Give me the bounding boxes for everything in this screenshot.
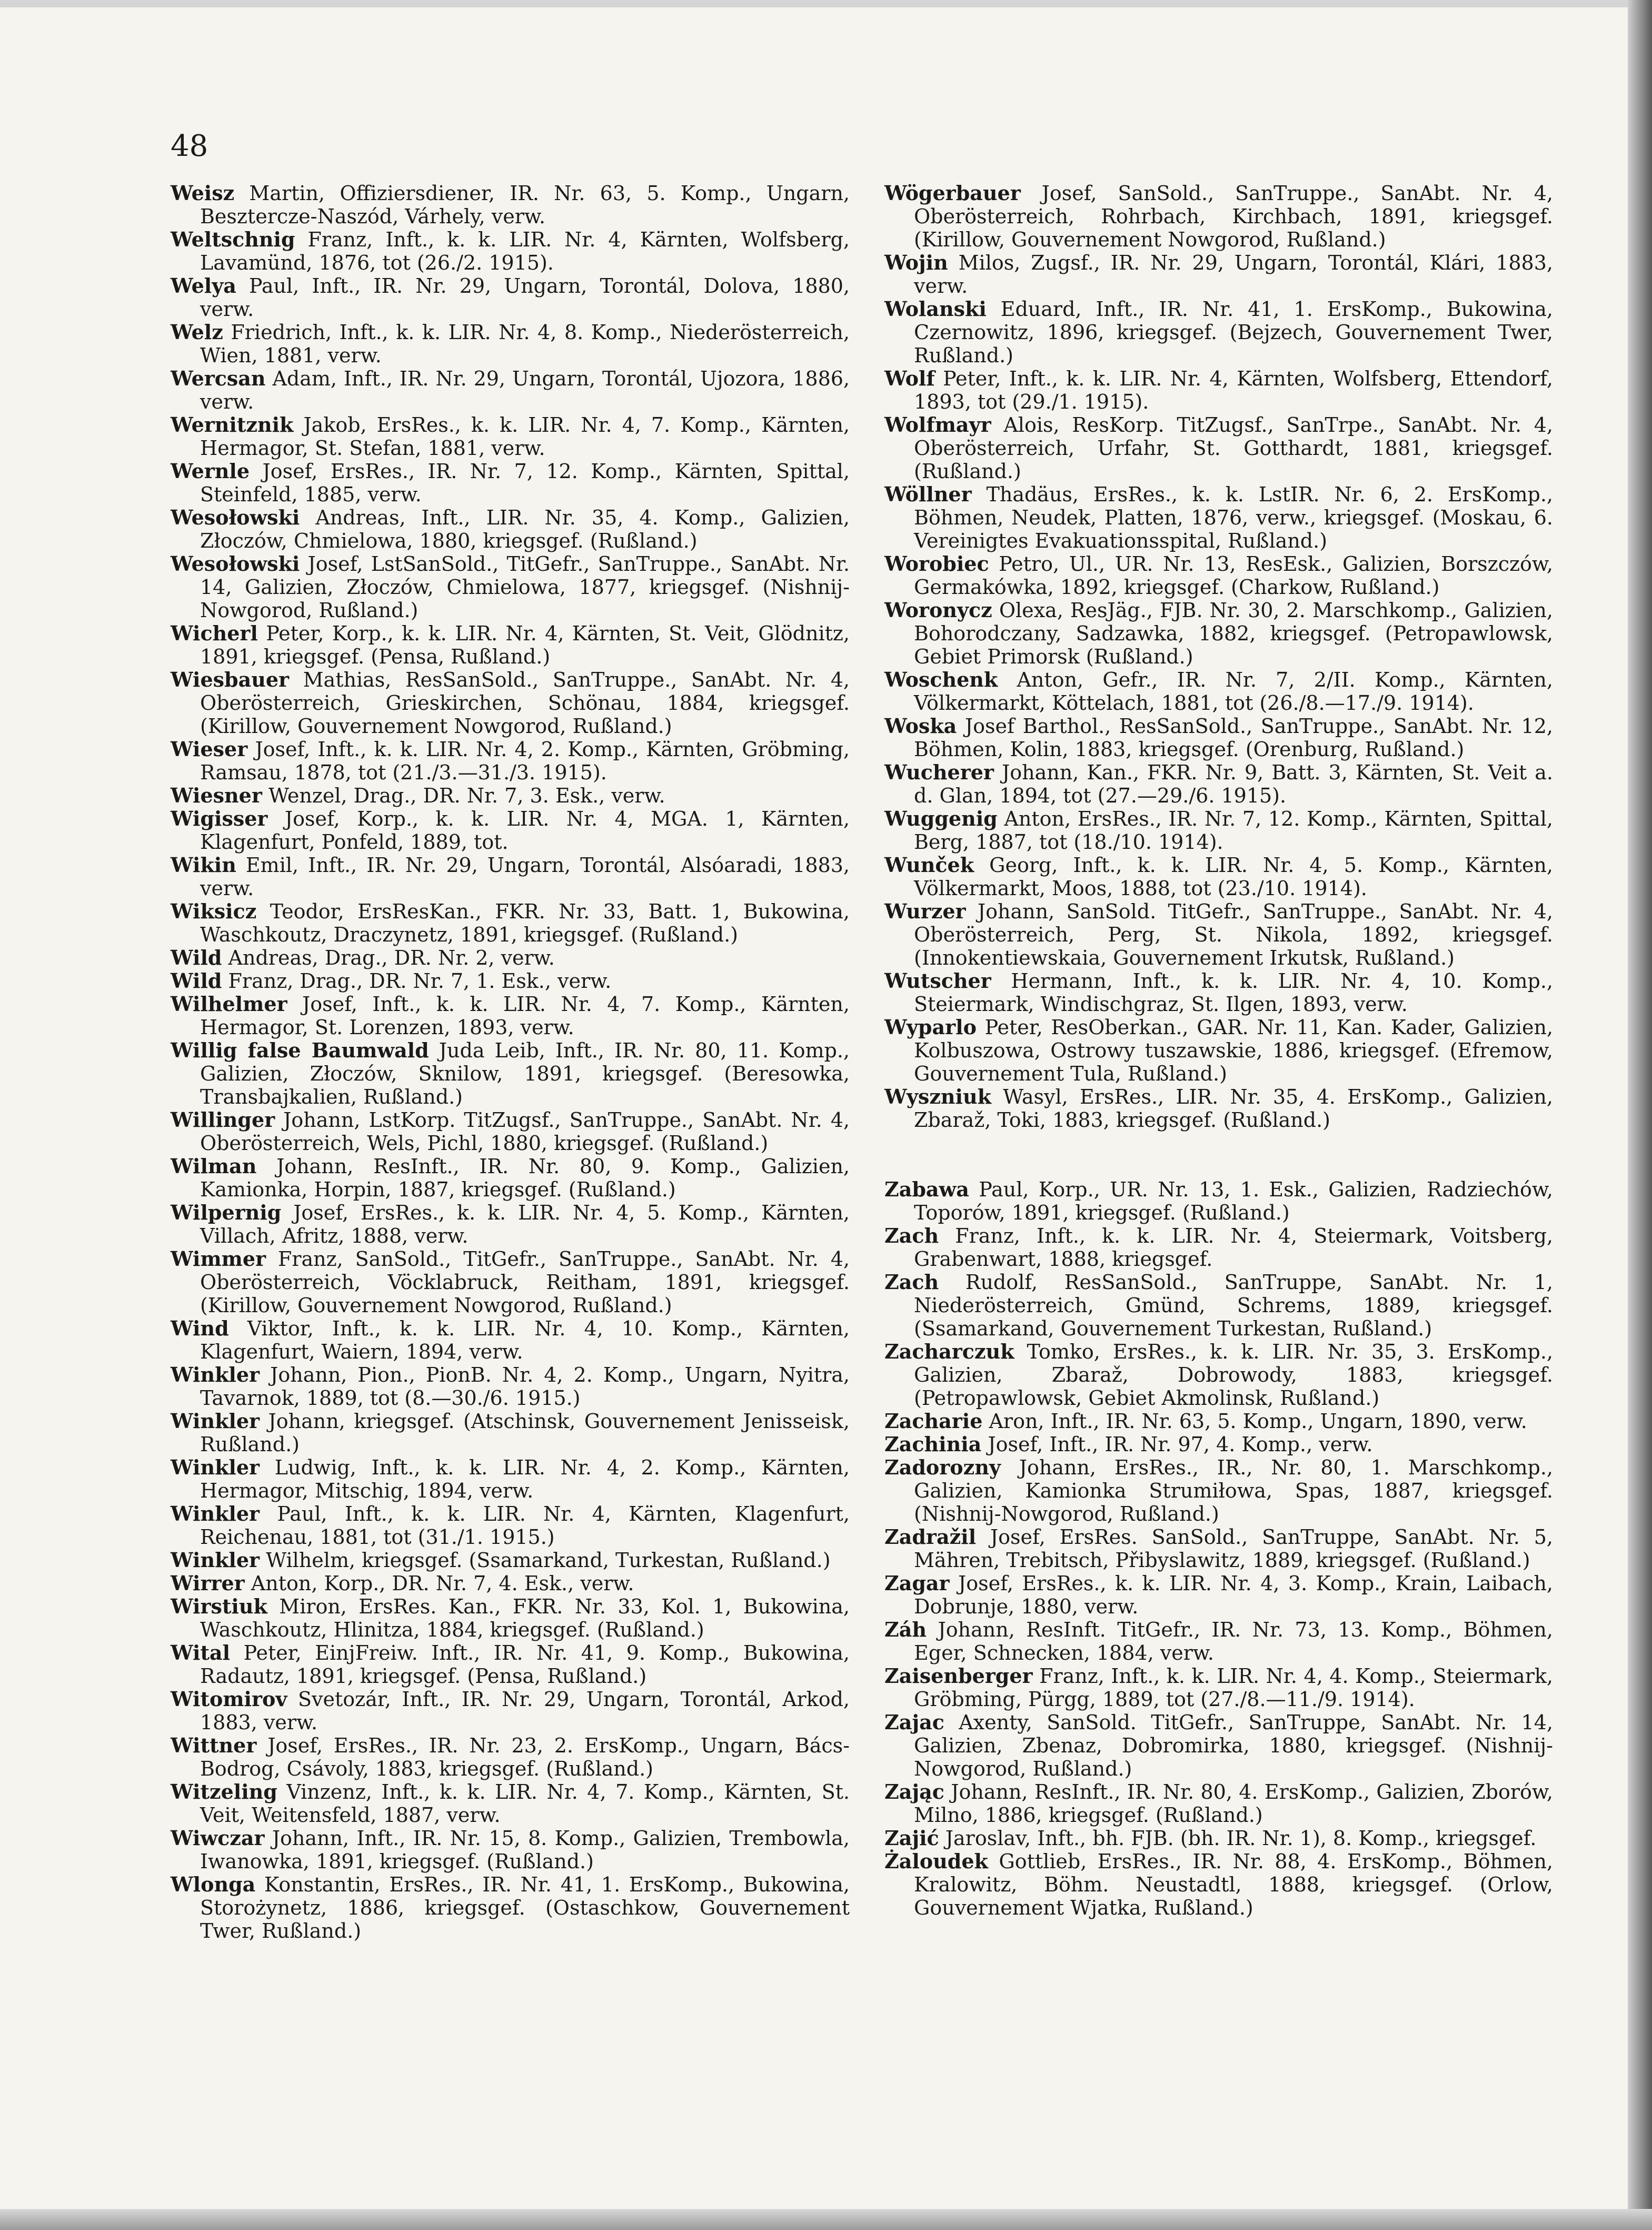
entry-details: Josef, Inft., k. k. LIR. Nr. 4, 2. Komp., Kärnten, Gröbming, Ramsau, 1878, tot (21./3.—31./3. 1915). [200, 738, 850, 784]
entry-surname: Wyszniuk [884, 1085, 991, 1108]
entry-details: Franz, Inft., k. k. LIR. Nr. 4, 4. Komp., Steiermark, Gröbming, Pürgg, 1889, tot (27./8.—11./9. 1914). [914, 1664, 1553, 1711]
entry-details: Vinzenz, Inft., k. k. LIR. Nr. 4, 7. Komp., Kärnten, St. Veit, Weitensfeld, 1887, verw. [200, 1780, 850, 1827]
entry-details: Johann, Kan., FKR. Nr. 9, Batt. 3, Kärnten, St. Veit a. d. Glan, 1894, tot (27.—29./6. 1915). [914, 761, 1553, 807]
section-gap [884, 1132, 1553, 1178]
entry-surname: Wimmer [171, 1247, 266, 1271]
entry-surname: Wolfmayr [884, 413, 991, 437]
register-entry [884, 1410, 1553, 1433]
register-entry [171, 1039, 850, 1108]
entry-details: Eduard, Inft., IR. Nr. 41, 1. ErsKomp., Bukowina, Czernowitz, 1896, kriegsgef. (Bejzech, Gouvernement Twer, Rußland.) [914, 298, 1553, 367]
register-entry [884, 552, 1553, 599]
register-entry [171, 738, 850, 784]
entry-details: Paul, Korp., UR. Nr. 13, 1. Esk., Galizien, Radziechów, Toporów, 1891, kriegsgef. (Rußland.) [914, 1178, 1553, 1224]
register-entry [171, 993, 850, 1039]
entry-surname: Woronycz [884, 598, 992, 622]
entry-surname: Weltschnig [171, 227, 295, 251]
entry-surname: Winkler [171, 1455, 260, 1479]
entry-surname: Zaisenberger [884, 1664, 1033, 1688]
entry-surname: Willig false Baumwald [171, 1038, 429, 1062]
entry-surname: Wigisser [171, 807, 268, 830]
entry-details: Josef, ErsRes., k. k. LIR. Nr. 4, 3. Komp., Krain, Laibach, Dobrunje, 1880, verw. [914, 1572, 1553, 1618]
entry-details: Wilhelm, kriegsgef. (Ssamarkand, Turkestan, Rußland.) [266, 1549, 831, 1572]
entry-details: Anton, Gefr., IR. Nr. 7, 2/II. Komp., Kärnten, Völkermarkt, Köttelach, 1881, tot (26./8.—17./9. 1914). [914, 668, 1553, 715]
entry-details: Olexa, ResJäg., FJB. Nr. 30, 2. Marschkomp., Galizien, Bohorodczany, Sadzawka, 1882, kriegsgef. (Petropawlowsk, Gebiet Primorsk (Rußland.) [914, 599, 1553, 668]
entry-surname: Wucherer [884, 760, 994, 784]
register-entry [171, 854, 850, 900]
entry-surname: Wilhelmer [171, 992, 287, 1016]
entry-details: Johann, ResInft., IR. Nr. 80, 4. ErsKomp., Galizien, Zborów, Milno, 1886, kriegsgef. (Rußland.) [914, 1780, 1553, 1827]
register-entry [884, 251, 1553, 298]
entry-surname: Wurzer [884, 899, 966, 923]
scan-border-top [0, 0, 1652, 7]
register-entry [171, 807, 850, 854]
register-entry [171, 1502, 850, 1549]
entry-details: Juda Leib, Inft., IR. Nr. 80, 11. Komp., Galizien, Złoczów, Sknilow, 1891, kriegsgef. (Beresowka, Transbajkalien, Rußland.) [200, 1039, 850, 1108]
register-entry [171, 1317, 850, 1363]
register-entry [884, 1827, 1553, 1850]
register-entry [171, 1363, 850, 1410]
entry-details: Rudolf, ResSanSold., SanTruppe, SanAbt. Nr. 1, Niederösterreich, Gmünd, Schrems, 1889, kriegsgef. (Ssamarkand, Gouvernement Turkestan, Rußland.) [914, 1271, 1553, 1340]
register-entry [884, 1433, 1553, 1456]
entry-surname: Zadražil [884, 1525, 977, 1549]
entry-surname: Záh [884, 1618, 927, 1641]
entry-surname: Wöllner [884, 482, 972, 506]
register-entry [171, 1595, 850, 1641]
scan-border-bottom [0, 2209, 1652, 2230]
register-entry [171, 668, 850, 738]
register-entry [171, 1155, 850, 1201]
register-entry [171, 1456, 850, 1502]
register-entry [171, 1734, 850, 1780]
register-entry [884, 483, 1553, 552]
entry-details: Josef, Inft., IR. Nr. 97, 4. Komp., verw. [988, 1433, 1373, 1456]
entry-surname: Wögerbauer [884, 181, 1021, 205]
entry-surname: Wutscher [884, 969, 991, 993]
entry-surname: Witzeling [171, 1780, 277, 1803]
entry-surname: Winkler [171, 1548, 260, 1572]
entry-details: Josef Barthol., ResSanSold., SanTruppe., SanAbt. Nr. 12, Böhmen, Kolin, 1883, kriegsgef. (Orenburg, Rußland.) [914, 715, 1553, 761]
entry-surname: Wicherl [171, 621, 258, 645]
entry-surname: Wieser [171, 737, 248, 761]
register-entry [884, 1780, 1553, 1827]
entry-details: Anton, ErsRes., IR. Nr. 7, 12. Komp., Kärnten, Spittal, Berg, 1887, tot (18./10. 1914). [914, 807, 1553, 854]
entry-details: Johann, Inft., IR. Nr. 15, 8. Komp., Galizien, Trembowla, Iwanowka, 1891, kriegsgef. (Rußland.) [200, 1827, 850, 1873]
entry-surname: Wercsan [171, 366, 266, 390]
entry-surname: Zając [884, 1780, 944, 1803]
entry-details: Johann, ErsRes., IR., Nr. 80, 1. Marschkomp., Galizien, Kamionka Strumiłowa, Spas, 1887, kriegsgef. (Nishnij-Nowgorod, Rußland.) [914, 1456, 1553, 1525]
entry-surname: Wesołowski [171, 506, 300, 529]
register-entry [171, 1827, 850, 1873]
register-entry [171, 1688, 850, 1734]
register-entry [171, 413, 850, 460]
register-entry [884, 1178, 1553, 1224]
entry-details: Martin, Offiziersdiener, IR. Nr. 63, 5. Komp., Ungarn, Besztercze-Naszód, Várhely, verw. [200, 182, 850, 228]
entry-surname: Zajić [884, 1826, 939, 1850]
register-entry [884, 599, 1553, 668]
left-column [171, 182, 850, 1942]
entry-details: Tomko, ErsRes., k. k. LIR. Nr. 35, 3. ErsKomp., Galizien, Zbaraž, Dobrowody, 1883, kriegsgef. (Petropawlowsk, Gebiet Akmolinsk, Rußland.) [914, 1340, 1553, 1410]
entry-surname: Worobiec [884, 552, 989, 576]
register-entry [884, 1016, 1553, 1085]
register-entry [171, 367, 850, 413]
entry-details: Axenty, SanSold. TitGefr., SanTruppe, SanAbt. Nr. 14, Galizien, Zbenaz, Dobromirka, 1880, kriegsgef. (Nishnij-Nowgorod, Rußland.) [914, 1711, 1553, 1780]
entry-surname: Woschenk [884, 668, 998, 691]
entry-surname: Zagar [884, 1571, 950, 1595]
register-entry [884, 807, 1553, 854]
entry-details: Hermann, Inft., k. k. LIR. Nr. 4, 10. Komp., Steiermark, Windischgraz, St. Ilgen, 1893, verw. [914, 969, 1553, 1016]
entry-surname: Zabawa [884, 1177, 969, 1201]
entry-details: Konstantin, ErsRes., IR. Nr. 41, 1. ErsKomp., Bukowina, Storożynetz, 1886, kriegsgef. (Ostaschkow, Gouvernement Twer, Rußland.) [200, 1873, 850, 1942]
entry-details: Aron, Inft., IR. Nr. 63, 5. Komp., Ungarn, 1890, verw. [989, 1410, 1527, 1433]
entry-details: Josef, LstSanSold., TitGefr., SanTruppe., SanAbt. Nr. 14, Galizien, Złoczów, Chmielowa, 1877, kriegsgef. (Nishnij-Nowgorod, Rußland.) [200, 552, 850, 622]
register-entry [884, 668, 1553, 715]
entry-details: Milos, Zugsf., IR. Nr. 29, Ungarn, Torontál, Klári, 1883, verw. [914, 251, 1553, 298]
register-entry [171, 1201, 850, 1247]
register-entry [884, 854, 1553, 900]
entry-details: Alois, ResKorp. TitZugsf., SanTrpe., SanAbt. Nr. 4, Oberösterreich, Urfahr, St. Gotthardt, 1881, kriegsgef. (Rußland.) [914, 413, 1553, 483]
entry-details: Friedrich, Inft., k. k. LIR. Nr. 4, 8. Komp., Niederösterreich, Wien, 1881, verw. [200, 321, 850, 367]
register-entry [884, 1224, 1553, 1271]
register-entry [884, 298, 1553, 367]
register-entry [171, 1873, 850, 1942]
register-entry [171, 1247, 850, 1317]
entry-details: Josef, ErsRes., k. k. LIR. Nr. 4, 5. Komp., Kärnten, Villach, Afritz, 1888, verw. [200, 1201, 850, 1247]
entry-surname: Zacharczuk [884, 1340, 1014, 1363]
register-entry [884, 715, 1553, 761]
entry-details: Peter, ResOberkan., GAR. Nr. 11, Kan. Kader, Galizien, Kolbuszowa, Ostrowy tuszawskie, 1886, kriegsgef. (Efremow, Gouvernement Tula, Rußland.) [914, 1016, 1553, 1085]
entry-details: Peter, Korp., k. k. LIR. Nr. 4, Kärnten, St. Veit, Glödnitz, 1891, kriegsgef. (Pensa, Rußland.) [200, 622, 850, 668]
entry-surname: Wilpernig [171, 1201, 282, 1224]
entry-details: Josef, SanSold., SanTruppe., SanAbt. Nr. 4, Oberösterreich, Rohrbach, Kirchbach, 1891, kriegsgef. (Kirillow, Gouvernement Nowgorod, Rußland.) [914, 182, 1553, 251]
entry-details: Josef, ErsRes., IR. Nr. 23, 2. ErsKomp., Ungarn, Bács-Bodrog, Csávoly, 1883, kriegsgef. (Rußland.) [200, 1734, 850, 1780]
entry-surname: Zajac [884, 1710, 944, 1734]
entry-details: Paul, Inft., k. k. LIR. Nr. 4, Kärnten, Klagenfurt, Reichenau, 1881, tot (31./1. 1915.) [200, 1502, 850, 1549]
register-entry [884, 1085, 1553, 1132]
entry-details: Wenzel, Drag., DR. Nr. 7, 3. Esk., verw. [268, 784, 665, 807]
entry-surname: Wiesbauer [171, 668, 290, 691]
entry-details: Johann, LstKorp. TitZugsf., SanTruppe., SanAbt. Nr. 4, Oberösterreich, Wels, Pichl, 1880, kriegsgef. (Rußland.) [200, 1108, 850, 1155]
register-entry [884, 367, 1553, 413]
entry-details: Jakob, ErsRes., k. k. LIR. Nr. 4, 7. Komp., Kärnten, Hermagor, St. Stefan, 1881, verw. [200, 413, 850, 460]
register-entry [884, 1271, 1553, 1340]
register-entry [171, 1549, 850, 1572]
register-entry [171, 228, 850, 274]
register-entry [884, 1664, 1553, 1711]
entry-surname: Wesołowski [171, 552, 300, 576]
entry-surname: Wunček [884, 853, 974, 877]
register-entry [884, 413, 1553, 483]
entry-details: Josef, Inft., k. k. LIR. Nr. 4, 7. Komp., Kärnten, Hermagor, St. Lorenzen, 1893, verw. [200, 993, 850, 1039]
entry-surname: Wild [171, 946, 222, 969]
entry-details: Franz, Inft., k. k. LIR. Nr. 4, Kärnten, Wolfsberg, Lavamünd, 1876, tot (26./2. 1915). [200, 228, 850, 274]
entry-details: Josef, ErsRes., IR. Nr. 7, 12. Komp., Kärnten, Spittal, Steinfeld, 1885, verw. [200, 460, 850, 506]
register-entry [171, 1108, 850, 1155]
entry-surname: Wital [171, 1641, 231, 1664]
entry-surname: Willinger [171, 1108, 275, 1132]
scan-border-right [1628, 0, 1652, 2230]
entry-surname: Wernle [171, 459, 250, 483]
entry-surname: Wuggenig [884, 807, 998, 830]
right-column-w-entries [884, 182, 1553, 1132]
entry-surname: Zach [884, 1224, 939, 1247]
entry-surname: Weisz [171, 181, 235, 205]
register-entry [884, 969, 1553, 1016]
entry-surname: Zacharie [884, 1409, 983, 1433]
entry-surname: Welz [171, 320, 223, 344]
entry-details: Franz, Drag., DR. Nr. 7, 1. Esk., verw. [228, 969, 612, 993]
entry-details: Viktor, Inft., k. k. LIR. Nr. 4, 10. Komp., Kärnten, Klagenfurt, Waiern, 1894, verw. [200, 1317, 850, 1363]
register-entry [884, 900, 1553, 969]
register-entry [884, 1340, 1553, 1410]
entry-details: Johann, ResInft., IR. Nr. 80, 9. Komp., Galizien, Kamionka, Horpin, 1887, kriegsgef. (Rußland.) [200, 1155, 850, 1201]
entry-details: Johann, kriegsgef. (Atschinsk, Gouvernement Jenisseisk, Rußland.) [200, 1410, 850, 1456]
entry-surname: Zach [884, 1270, 939, 1294]
entry-details: Franz, SanSold., TitGefr., SanTruppe., SanAbt. Nr. 4, Oberösterreich, Vöcklabruck, Reitham, 1891, kriegsgef. (Kirillow, Gouvernement Nowgorod, Rußland.) [200, 1247, 850, 1317]
entry-surname: Wirrer [171, 1571, 245, 1595]
entry-details: Paul, Inft., IR. Nr. 29, Ungarn, Torontál, Dolova, 1880, verw. [200, 274, 850, 321]
register-entry [884, 1525, 1553, 1572]
entry-surname: Wernitznik [171, 413, 294, 437]
right-column [884, 182, 1553, 1919]
entry-surname: Wirstiuk [171, 1594, 267, 1618]
entry-surname: Winkler [171, 1409, 260, 1433]
entry-details: Thadäus, ErsRes., k. k. LstIR. Nr. 6, 2. ErsKomp., Böhmen, Neudek, Platten, 1876, verw., kriegsgef. (Moskau, 6. Vereinigtes Evakuationsspital, Rußland.) [914, 483, 1553, 552]
entry-details: Josef, ErsRes. SanSold., SanTruppe, SanAbt. Nr. 5, Mähren, Trebitsch, Přibyslawitz, 1889, kriegsgef. (Rußland.) [914, 1525, 1553, 1572]
entry-details: Emil, Inft., IR. Nr. 29, Ungarn, Torontál, Alsóaradi, 1883, verw. [200, 854, 850, 900]
register-entry [171, 622, 850, 668]
entry-surname: Żaloudek [884, 1849, 988, 1873]
entry-surname: Wittner [171, 1733, 257, 1757]
entry-details: Johann, ResInft. TitGefr., IR. Nr. 73, 13. Komp., Böhmen, Eger, Schnecken, 1884, verw. [914, 1618, 1553, 1664]
register-entry [171, 460, 850, 506]
entry-surname: Wolanski [884, 297, 987, 321]
register-entry [171, 506, 850, 552]
entry-surname: Wiesner [171, 784, 262, 807]
entry-surname: Wikin [171, 853, 236, 877]
entry-details: Adam, Inft., IR. Nr. 29, Ungarn, Torontál, Ujozora, 1886, verw. [200, 367, 850, 413]
register-entry [171, 182, 850, 228]
entry-details: Peter, EinjFreiw. Inft., IR. Nr. 41, 9. Komp., Bukowina, Radautz, 1891, kriegsgef. (Pensa, Rußland.) [200, 1641, 850, 1688]
register-entry [171, 1572, 850, 1595]
entry-details: Anton, Korp., DR. Nr. 7, 4. Esk., verw. [251, 1572, 634, 1595]
entry-details: Peter, Inft., k. k. LIR. Nr. 4, Kärnten, Wolfsberg, Ettendorf, 1893, tot (29./1. 1915). [914, 367, 1553, 413]
entry-surname: Witomirov [171, 1687, 287, 1711]
register-entry [171, 946, 850, 969]
register-entry [171, 321, 850, 367]
entry-details: Gottlieb, ErsRes., IR. Nr. 88, 4. ErsKomp., Böhmen, Kralowitz, Böhm. Neustadtl, 1888, kriegsgef. (Orlow, Gouvernement Wjatka, Rußland.) [914, 1850, 1553, 1919]
entry-surname: Wild [171, 969, 222, 993]
register-entry [171, 1641, 850, 1688]
entry-surname: Wojin [884, 251, 948, 274]
entry-surname: Wiksicz [171, 899, 257, 923]
entry-details: Andreas, Drag., DR. Nr. 2, verw. [228, 946, 555, 969]
entry-surname: Winkler [171, 1363, 260, 1386]
register-entry [884, 761, 1553, 807]
entry-details: Jaroslav, Inft., bh. FJB. (bh. IR. Nr. 1), 8. Komp., kriegsgef. [945, 1827, 1537, 1850]
register-entry [171, 274, 850, 321]
entry-surname: Zachinia [884, 1432, 982, 1456]
entry-surname: Woska [884, 714, 957, 738]
right-column-z-entries [884, 1178, 1553, 1919]
entry-details: Johann, SanSold. TitGefr., SanTruppe., SanAbt. Nr. 4, Oberösterreich, Perg, St. Nikola, 1892, kriegsgef. (Innokentiewskaia, Gouvernement Irkutsk, Rußland.) [914, 900, 1553, 969]
entry-details: Ludwig, Inft., k. k. LIR. Nr. 4, 2. Komp., Kärnten, Hermagor, Mitschig, 1894, verw. [200, 1456, 850, 1502]
entry-surname: Wiwczar [171, 1826, 265, 1850]
entry-surname: Wolf [884, 366, 935, 390]
register-entry [884, 182, 1553, 251]
entry-surname: Wilman [171, 1154, 257, 1178]
register-entry [171, 784, 850, 807]
entry-details: Miron, ErsRes. Kan., FKR. Nr. 33, Kol. 1, Bukowina, Waschkoutz, Hlinitza, 1884, kriegsgef. (Rußland.) [200, 1595, 850, 1641]
register-entry [884, 1618, 1553, 1664]
entry-details: Mathias, ResSanSold., SanTruppe., SanAbt. Nr. 4, Oberösterreich, Grieskirchen, Schönau, 1884, kriegsgef. (Kirillow, Gouvernement Nowgorod, Rußland.) [200, 668, 850, 738]
entry-surname: Winkler [171, 1502, 260, 1525]
register-entry [171, 552, 850, 622]
entry-details: Andreas, Inft., LIR. Nr. 35, 4. Komp., Galizien, Złoczów, Chmielowa, 1880, kriegsgef. (Rußland.) [200, 506, 850, 552]
entry-details: Svetozár, Inft., IR. Nr. 29, Ungarn, Torontál, Arkod, 1883, verw. [200, 1688, 850, 1734]
register-entry [171, 900, 850, 946]
entry-details: Johann, Pion., PionB. Nr. 4, 2. Komp., Ungarn, Nyitra, Tavarnok, 1889, tot (8.—30./6. 1915.) [200, 1363, 850, 1410]
entry-details: Wasyl, ErsRes., LIR. Nr. 35, 4. ErsKomp., Galizien, Zbaraž, Toki, 1883, kriegsgef. (Rußland.) [914, 1085, 1553, 1132]
entry-surname: Wyparlo [884, 1015, 977, 1039]
entry-details: Georg, Inft., k. k. LIR. Nr. 4, 5. Komp., Kärnten, Völkermarkt, Moos, 1888, tot (23./10. 1914). [914, 854, 1553, 900]
entry-details: Josef, Korp., k. k. LIR. Nr. 4, MGA. 1, Kärnten, Klagenfurt, Ponfeld, 1889, tot. [200, 807, 850, 854]
register-entry [884, 1456, 1553, 1525]
register-entry [171, 1780, 850, 1827]
entry-surname: Wlonga [171, 1872, 256, 1896]
page-number: 48 [171, 129, 208, 163]
entry-surname: Wind [171, 1316, 229, 1340]
register-entry [884, 1572, 1553, 1618]
entry-details: Franz, Inft., k. k. LIR. Nr. 4, Steiermark, Voitsberg, Grabenwart, 1888, kriegsgef. [914, 1224, 1553, 1271]
register-entry [884, 1850, 1553, 1919]
register-entry [884, 1711, 1553, 1780]
entry-surname: Welya [171, 274, 236, 298]
entry-surname: Zadorozny [884, 1455, 1001, 1479]
entry-details: Teodor, ErsResKan., FKR. Nr. 33, Batt. 1, Bukowina, Waschkoutz, Draczynetz, 1891, kriegsgef. (Rußland.) [200, 900, 850, 946]
register-entry [171, 969, 850, 993]
register-entry [171, 1410, 850, 1456]
entry-details: Petro, Ul., UR. Nr. 13, ResEsk., Galizien, Borszczów, Germakówka, 1892, kriegsgef. (Charkow, Rußland.) [914, 552, 1553, 599]
